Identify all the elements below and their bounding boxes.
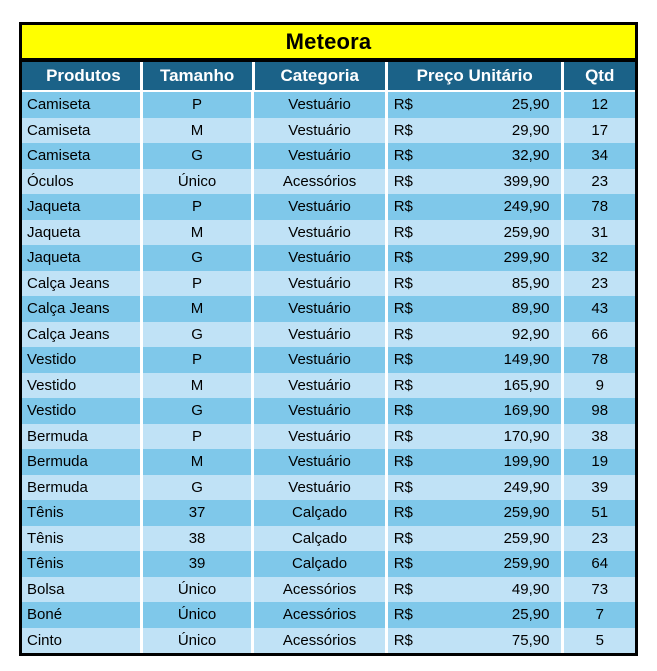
currency-symbol: R$ — [393, 274, 413, 292]
cell-preco-unitario[interactable] — [388, 92, 562, 118]
price-value: 259,90 — [503, 555, 550, 573]
price-value: 85,90 — [511, 274, 550, 292]
cell-preco-unitario[interactable] — [388, 271, 562, 297]
table-row[interactable] — [22, 220, 635, 246]
cell-tamanho[interactable]: G — [143, 322, 252, 348]
column-header-preco-unitario[interactable]: Preço Unitário — [388, 62, 562, 90]
price-value: 149,90 — [503, 351, 550, 369]
cell-tamanho[interactable]: P — [143, 194, 252, 220]
table-row[interactable] — [22, 296, 635, 322]
cell-produto[interactable]: Tênis — [22, 551, 140, 577]
table-row[interactable] — [22, 602, 635, 628]
table-row[interactable] — [22, 271, 635, 297]
currency-symbol: R$ — [393, 504, 413, 522]
cell-preco-unitario[interactable] — [388, 322, 562, 348]
cell-tamanho[interactable]: Único — [143, 577, 252, 603]
cell-preco-unitario[interactable] — [388, 551, 562, 577]
cell-categoria[interactable]: Vestuário — [254, 271, 384, 297]
cell-qtd[interactable]: 73 — [564, 577, 635, 603]
cell-categoria[interactable]: Vestuário — [254, 296, 384, 322]
cell-categoria[interactable]: Vestuário — [254, 92, 384, 118]
cell-tamanho[interactable]: Único — [143, 628, 252, 654]
cell-qtd[interactable]: 43 — [564, 296, 635, 322]
table-row[interactable] — [22, 628, 635, 654]
cell-produto[interactable]: Óculos — [22, 169, 140, 195]
cell-produto[interactable]: Camiseta — [22, 118, 140, 144]
cell-produto[interactable]: Vestido — [22, 398, 140, 424]
table-row[interactable] — [22, 475, 635, 501]
price-value: 75,90 — [511, 631, 550, 649]
cell-qtd[interactable]: 51 — [564, 500, 635, 526]
cell-produto[interactable]: Calça Jeans — [22, 322, 140, 348]
cell-categoria[interactable]: Vestuário — [254, 194, 384, 220]
cell-tamanho[interactable]: Único — [143, 169, 252, 195]
table-row[interactable] — [22, 398, 635, 424]
cell-qtd[interactable]: 32 — [564, 245, 635, 271]
table-row[interactable] — [22, 526, 635, 552]
price-value: 249,90 — [503, 478, 550, 496]
currency-symbol: R$ — [393, 376, 413, 394]
table-row[interactable] — [22, 245, 635, 271]
currency-symbol: R$ — [393, 631, 413, 649]
currency-symbol: R$ — [393, 96, 413, 114]
cell-preco-unitario[interactable] — [388, 220, 562, 246]
cell-qtd[interactable]: 23 — [564, 526, 635, 552]
price-value: 299,90 — [503, 249, 550, 267]
cell-categoria[interactable]: Vestuário — [254, 118, 384, 144]
currency-symbol: R$ — [393, 223, 413, 241]
cell-preco-unitario[interactable] — [388, 296, 562, 322]
cell-produto[interactable]: Jaqueta — [22, 245, 140, 271]
currency-symbol: R$ — [393, 529, 413, 547]
cell-preco-unitario[interactable] — [388, 424, 562, 450]
cell-categoria[interactable]: Vestuário — [254, 449, 384, 475]
cell-tamanho[interactable]: M — [143, 296, 252, 322]
table-row[interactable] — [22, 194, 635, 220]
currency-symbol: R$ — [393, 402, 413, 420]
price-value: 92,90 — [511, 325, 550, 343]
currency-symbol: R$ — [393, 606, 413, 624]
cell-preco-unitario[interactable] — [388, 475, 562, 501]
table-row[interactable] — [22, 143, 635, 169]
cell-preco-unitario[interactable] — [388, 194, 562, 220]
cell-tamanho[interactable]: P — [143, 424, 252, 450]
cell-preco-unitario[interactable] — [388, 398, 562, 424]
price-value: 169,90 — [503, 402, 550, 420]
cell-categoria[interactable]: Calçado — [254, 551, 384, 577]
cell-qtd[interactable]: 78 — [564, 194, 635, 220]
cell-produto[interactable]: Bermuda — [22, 475, 140, 501]
currency-symbol: R$ — [393, 478, 413, 496]
cell-produto[interactable]: Vestido — [22, 373, 140, 399]
cell-qtd[interactable]: 12 — [564, 92, 635, 118]
table-row[interactable] — [22, 577, 635, 603]
cell-produto[interactable]: Jaqueta — [22, 220, 140, 246]
column-header-qtd[interactable]: Qtd — [564, 62, 635, 90]
cell-produto[interactable]: Vestido — [22, 347, 140, 373]
cell-produto[interactable]: Jaqueta — [22, 194, 140, 220]
table-row[interactable] — [22, 169, 635, 195]
cell-tamanho[interactable]: P — [143, 347, 252, 373]
cell-tamanho[interactable]: M — [143, 373, 252, 399]
currency-symbol: R$ — [393, 555, 413, 573]
table-row[interactable] — [22, 500, 635, 526]
cell-qtd[interactable]: 39 — [564, 475, 635, 501]
cell-tamanho[interactable]: G — [143, 398, 252, 424]
cell-qtd[interactable]: 66 — [564, 322, 635, 348]
currency-symbol: R$ — [393, 147, 413, 165]
cell-qtd[interactable]: 31 — [564, 220, 635, 246]
cell-qtd[interactable]: 98 — [564, 398, 635, 424]
cell-qtd[interactable]: 17 — [564, 118, 635, 144]
price-value: 199,90 — [503, 453, 550, 471]
cell-categoria[interactable]: Vestuário — [254, 373, 384, 399]
cell-preco-unitario[interactable] — [388, 245, 562, 271]
cell-preco-unitario[interactable] — [388, 449, 562, 475]
currency-symbol: R$ — [393, 427, 413, 445]
cell-tamanho[interactable]: G — [143, 143, 252, 169]
table-row[interactable] — [22, 424, 635, 450]
cell-produto[interactable]: Calça Jeans — [22, 296, 140, 322]
cell-preco-unitario[interactable] — [388, 169, 562, 195]
table-header-row — [22, 62, 635, 90]
cell-categoria[interactable]: Acessórios — [254, 169, 384, 195]
cell-tamanho[interactable]: 39 — [143, 551, 252, 577]
currency-symbol: R$ — [393, 121, 413, 139]
cell-categoria[interactable]: Vestuário — [254, 398, 384, 424]
price-value: 399,90 — [503, 172, 550, 190]
table-row[interactable] — [22, 118, 635, 144]
table-row[interactable] — [22, 347, 635, 373]
cell-produto[interactable]: Bermuda — [22, 424, 140, 450]
product-price-table — [19, 22, 638, 656]
currency-symbol: R$ — [393, 453, 413, 471]
cell-preco-unitario[interactable] — [388, 602, 562, 628]
table-title-bar — [22, 25, 635, 58]
cell-qtd[interactable]: 5 — [564, 628, 635, 654]
cell-qtd[interactable]: 34 — [564, 143, 635, 169]
cell-produto[interactable]: Camiseta — [22, 143, 140, 169]
cell-tamanho[interactable]: 38 — [143, 526, 252, 552]
cell-categoria[interactable]: Vestuário — [254, 475, 384, 501]
currency-symbol: R$ — [393, 198, 413, 216]
page-title: Meteora — [285, 28, 372, 54]
cell-tamanho[interactable]: P — [143, 271, 252, 297]
cell-categoria[interactable]: Vestuário — [254, 245, 384, 271]
cell-tamanho[interactable]: M — [143, 220, 252, 246]
price-value: 259,90 — [503, 529, 550, 547]
column-header-produtos[interactable]: Produtos — [22, 62, 140, 90]
currency-symbol: R$ — [393, 325, 413, 343]
cell-produto[interactable]: Calça Jeans — [22, 271, 140, 297]
price-value: 25,90 — [511, 96, 550, 114]
price-value: 249,90 — [503, 198, 550, 216]
price-value: 32,90 — [511, 147, 550, 165]
price-value: 170,90 — [503, 427, 550, 445]
cell-categoria[interactable]: Vestuário — [254, 322, 384, 348]
price-value: 259,90 — [503, 504, 550, 522]
cell-produto[interactable]: Bolsa — [22, 577, 140, 603]
cell-categoria[interactable]: Acessórios — [254, 602, 384, 628]
table-row[interactable] — [22, 322, 635, 348]
cell-produto[interactable]: Tênis — [22, 500, 140, 526]
cell-preco-unitario[interactable] — [388, 373, 562, 399]
cell-categoria[interactable]: Calçado — [254, 526, 384, 552]
cell-qtd[interactable]: 64 — [564, 551, 635, 577]
table-row[interactable] — [22, 551, 635, 577]
cell-qtd[interactable]: 9 — [564, 373, 635, 399]
table-row[interactable] — [22, 449, 635, 475]
cell-qtd[interactable]: 38 — [564, 424, 635, 450]
cell-produto[interactable]: Boné — [22, 602, 140, 628]
cell-produto[interactable]: Cinto — [22, 628, 140, 654]
currency-symbol: R$ — [393, 172, 413, 190]
cell-categoria[interactable]: Acessórios — [254, 628, 384, 654]
cell-qtd[interactable]: 23 — [564, 169, 635, 195]
cell-preco-unitario[interactable] — [388, 526, 562, 552]
table-row[interactable] — [22, 373, 635, 399]
cell-qtd[interactable]: 78 — [564, 347, 635, 373]
cell-tamanho[interactable]: P — [143, 92, 252, 118]
cell-categoria[interactable]: Acessórios — [254, 577, 384, 603]
currency-symbol: R$ — [393, 249, 413, 267]
currency-symbol: R$ — [393, 300, 413, 318]
table-body — [22, 92, 635, 653]
cell-qtd[interactable]: 23 — [564, 271, 635, 297]
currency-symbol: R$ — [393, 580, 413, 598]
price-value: 49,90 — [511, 580, 550, 598]
cell-categoria[interactable]: Calçado — [254, 500, 384, 526]
cell-preco-unitario[interactable] — [388, 628, 562, 654]
cell-preco-unitario[interactable] — [388, 118, 562, 144]
cell-tamanho[interactable]: M — [143, 449, 252, 475]
price-value: 259,90 — [503, 223, 550, 241]
cell-tamanho[interactable]: Único — [143, 602, 252, 628]
cell-preco-unitario[interactable] — [388, 143, 562, 169]
cell-categoria[interactable]: Vestuário — [254, 220, 384, 246]
cell-categoria[interactable]: Vestuário — [254, 143, 384, 169]
cell-tamanho[interactable]: G — [143, 245, 252, 271]
cell-tamanho[interactable]: G — [143, 475, 252, 501]
price-value: 89,90 — [511, 300, 550, 318]
cell-preco-unitario[interactable] — [388, 577, 562, 603]
cell-preco-unitario[interactable] — [388, 500, 562, 526]
cell-produto[interactable]: Tênis — [22, 526, 140, 552]
cell-preco-unitario[interactable] — [388, 347, 562, 373]
cell-tamanho[interactable]: M — [143, 118, 252, 144]
cell-qtd[interactable]: 7 — [564, 602, 635, 628]
column-header-categoria[interactable]: Categoria — [255, 62, 385, 90]
cell-qtd[interactable]: 19 — [564, 449, 635, 475]
price-value: 29,90 — [511, 121, 550, 139]
cell-tamanho[interactable]: 37 — [143, 500, 252, 526]
cell-produto[interactable]: Bermuda — [22, 449, 140, 475]
price-value: 165,90 — [503, 376, 550, 394]
table-row[interactable] — [22, 92, 635, 118]
cell-categoria[interactable]: Vestuário — [254, 347, 384, 373]
price-value: 25,90 — [511, 606, 550, 624]
currency-symbol: R$ — [393, 351, 413, 369]
column-header-tamanho[interactable]: Tamanho — [143, 62, 252, 90]
cell-categoria[interactable]: Vestuário — [254, 424, 384, 450]
cell-produto[interactable]: Camiseta — [22, 92, 140, 118]
